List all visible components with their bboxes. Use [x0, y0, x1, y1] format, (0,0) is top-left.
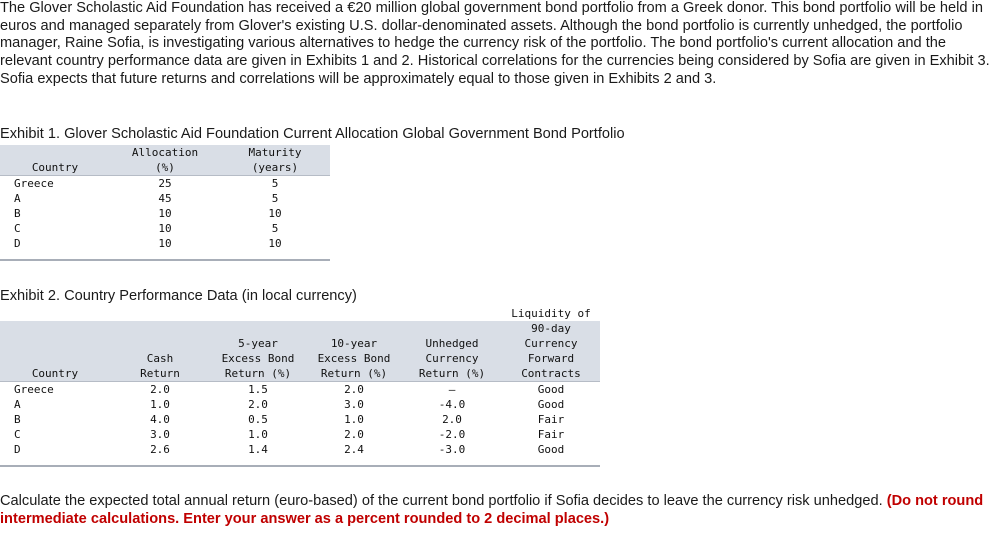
table-footer [0, 251, 330, 260]
exhibit2-header: 90-day [502, 321, 600, 336]
exhibit1-header: Maturity [220, 145, 330, 160]
ten-year-cell: 3.0 [344, 398, 364, 411]
unhedged-cell: — [402, 382, 502, 398]
country-cell: Greece [0, 382, 110, 398]
exhibit2-table [0, 306, 600, 467]
exhibit2-header-row-5 [0, 366, 600, 382]
liquidity-cell: Good [537, 398, 565, 411]
exhibit2-header: Return (%) [306, 366, 402, 382]
exhibit2-header-row-2 [0, 321, 600, 336]
five-year-cell: 2.0 [248, 398, 268, 411]
exhibit2-header: Return [110, 366, 210, 382]
maturity-cell: 10 [268, 207, 282, 220]
exhibit2-header: Excess Bond [306, 351, 402, 366]
table-footer [0, 457, 600, 466]
liquidity-cell: Fair [537, 428, 565, 441]
exhibit1-table [0, 145, 330, 261]
ten-year-cell: 2.0 [306, 382, 402, 398]
exhibit2-header: 10-year [306, 336, 402, 351]
exhibit2-header-row-4 [0, 351, 600, 366]
country-cell: A [14, 192, 21, 205]
liquidity-cell: Fair [537, 413, 565, 426]
exhibit1-header: (years) [220, 160, 330, 176]
allocation-cell: 10 [158, 222, 172, 235]
exhibit2-header: Excess Bond [210, 351, 306, 366]
answer-instruction: (Do not round intermediate calculations. Enter your answer as a percent rounded to 2 decimal places.) [0, 493, 984, 527]
table-row [0, 442, 600, 457]
exhibit2-header: Contracts [502, 366, 600, 382]
exhibit1-header [0, 145, 110, 160]
country-cell: C [14, 222, 21, 235]
country-cell: D [14, 443, 21, 456]
cash-cell: 1.0 [150, 398, 170, 411]
exhibit2-header: 5-year [210, 336, 306, 351]
ten-year-cell: 1.0 [344, 413, 364, 426]
cash-cell: 3.0 [150, 428, 170, 441]
exhibit2-header: Country [0, 366, 110, 382]
liquidity-cell: Good [537, 443, 565, 456]
five-year-cell: 1.5 [210, 382, 306, 398]
exhibit1-header-row-1 [0, 145, 330, 160]
exhibit1-header: (%) [110, 160, 220, 176]
country-cell: A [14, 398, 21, 411]
maturity-cell: 5 [220, 176, 330, 192]
exhibit2-header-row-3 [0, 336, 600, 351]
table-row [0, 412, 600, 427]
table-row [0, 206, 330, 221]
unhedged-cell: 2.0 [442, 413, 462, 426]
exhibit1-title: Exhibit 1. Glover Scholastic Aid Foundation Current Allocation Global Government Bond Portfolio [0, 126, 625, 142]
exhibit2-header: Unhedged [402, 336, 502, 351]
exhibit2-header: Liquidity of [511, 307, 591, 320]
table-row [0, 236, 330, 251]
country-cell: B [14, 207, 21, 220]
exhibit2-header: Return (%) [402, 366, 502, 382]
question-text: Calculate the expected total annual return (euro-based) of the current bond portfolio if Sofia decides to leave the currency risk unhedged. [0, 493, 883, 509]
unhedged-cell: -4.0 [438, 398, 466, 411]
allocation-cell: 10 [158, 207, 172, 220]
unhedged-cell: -3.0 [438, 443, 466, 456]
maturity-cell: 5 [271, 192, 279, 205]
maturity-cell: 5 [271, 222, 279, 235]
table-row [0, 382, 600, 398]
liquidity-cell: Good [502, 382, 600, 398]
cash-cell: 4.0 [150, 413, 170, 426]
exhibit2-header: Forward [502, 351, 600, 366]
intro-paragraph: The Glover Scholastic Aid Foundation has received a €20 million global government bond portfolio from a Greek donor. This bond portfolio will be held in euros and managed separately from Glover's existing U.S. dollar-denominated assets. Although the bond portfolio is currently unhedged, the portfolio manager, Raine Sofia, is investigating various alternatives to hedge the currency risk of the portfolio. The bond portfolio's current allocation and the relevant country performance data are given in Exhibits 1 and 2. Historical correlations for the currencies being considered by Sofia are given in Exhibit 3. Sofia expects that future returns and correlations will be approximately equal to those given in Exhibits 2 and 3. [0, 0, 990, 87]
table-row [0, 176, 330, 192]
allocation-cell: 10 [158, 237, 172, 250]
country-cell: Greece [0, 176, 110, 192]
exhibit2-header: Currency [402, 351, 502, 366]
exhibit2-header: Cash [110, 351, 210, 366]
country-cell: D [14, 237, 21, 250]
exhibit2-title: Exhibit 2. Country Performance Data (in local currency) [0, 288, 357, 304]
unhedged-cell: -2.0 [438, 428, 466, 441]
exhibit2-header-row-1 [0, 306, 600, 321]
table-row [0, 427, 600, 442]
cash-cell: 2.0 [110, 382, 210, 398]
table-row [0, 221, 330, 236]
table-row [0, 397, 600, 412]
five-year-cell: 0.5 [248, 413, 268, 426]
cash-cell: 2.6 [150, 443, 170, 456]
five-year-cell: 1.0 [248, 428, 268, 441]
five-year-cell: 1.4 [248, 443, 268, 456]
country-cell: B [14, 413, 21, 426]
allocation-cell: 25 [110, 176, 220, 192]
table-row [0, 191, 330, 206]
exhibit1-header-row-2 [0, 160, 330, 176]
exhibit2-header: Return (%) [210, 366, 306, 382]
question-paragraph [0, 492, 990, 528]
exhibit1-header: Country [0, 160, 110, 176]
ten-year-cell: 2.4 [344, 443, 364, 456]
maturity-cell: 10 [268, 237, 282, 250]
allocation-cell: 45 [158, 192, 172, 205]
country-cell: C [14, 428, 21, 441]
exhibit1-header: Allocation [110, 145, 220, 160]
exhibit2-header: Currency [502, 336, 600, 351]
ten-year-cell: 2.0 [344, 428, 364, 441]
